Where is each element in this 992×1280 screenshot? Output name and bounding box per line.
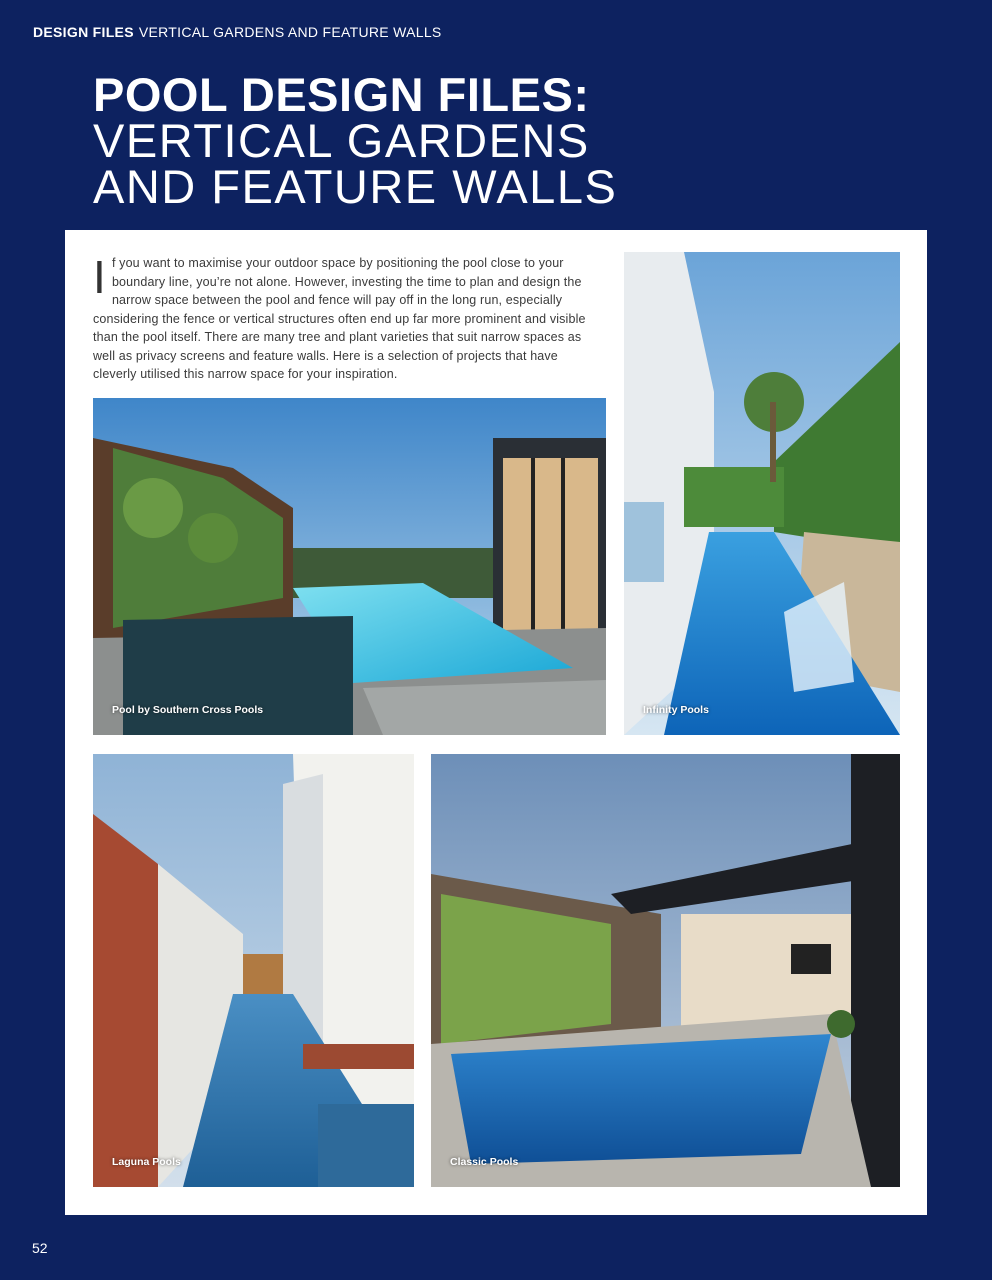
photo-laguna-pools [93,754,414,1187]
section-label: DESIGN FILES [33,24,134,40]
narrow-pool-image [93,754,414,1187]
photo-infinity-pools [624,252,900,735]
caption-infinity-pools: Infinity Pools [643,704,709,716]
title-line-3: AND FEATURE WALLS [93,160,618,213]
caption-southern-cross-pools: Pool by Southern Cross Pools [112,704,264,716]
section-header [33,24,442,40]
title-line-1: POOL DESIGN FILES: [93,68,590,121]
intro-text: f you want to maximise your outdoor space by positioning the pool close to your boundary line, you’re not alone. However, investing the time to plan and design the narrow space between the pool and fence will pay off in the long run, especially considering the fence or vertical structures often end up far more prominent and visible than the pool itself. There are many tree and plant varieties that suit narrow spaces as well as privacy screens and feature walls. Here is a selection of projects that have cleverly utilised this narrow space for your inspiration. [93,256,586,381]
lap-pool-image [624,252,900,735]
intro-paragraph [93,251,603,384]
photo-classic-pools [431,754,900,1187]
caption-laguna-pools: Laguna Pools [112,1156,181,1168]
caption-classic-pools: Classic Pools [450,1156,519,1168]
content-panel [65,230,927,1215]
courtyard-pool-image [431,754,900,1187]
subsection-label: VERTICAL GARDENS AND FEATURE WALLS [138,24,442,40]
drop-cap: I [93,251,106,303]
page-number: 52 [32,1240,48,1256]
title-line-2: VERTICAL GARDENS [93,114,590,167]
pool-garden-image [93,398,606,735]
photo-southern-cross-pools [93,398,606,735]
page-title [93,68,913,213]
